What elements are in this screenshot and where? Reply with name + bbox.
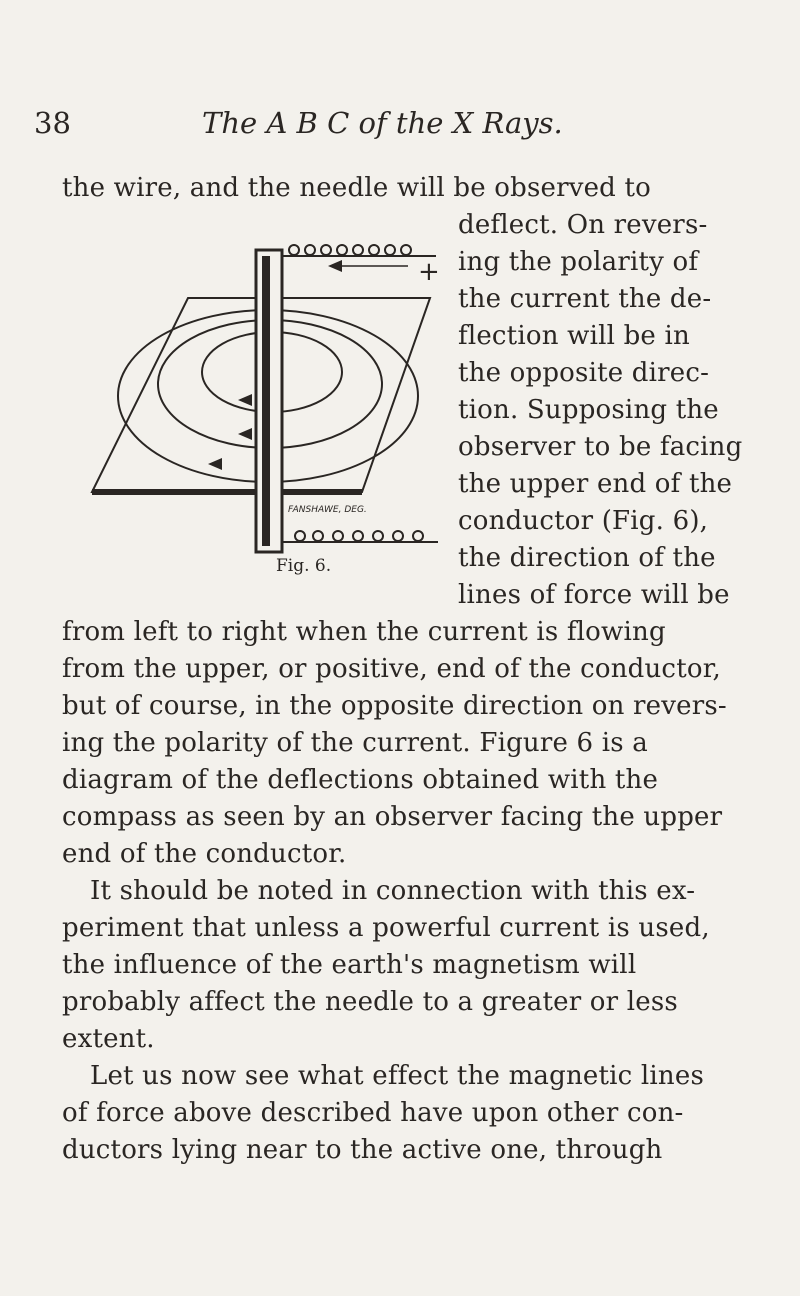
page-number: 38 [34,106,71,140]
text-line: the upper end of the [458,469,733,499]
magnetic-field-diagram [88,186,456,562]
text-line: It should be noted in connection with this ex- [90,876,696,906]
text-line: the opposite direc- [458,358,710,388]
text-line: the current the de- [458,284,712,314]
text-line: lines of force will be [458,580,730,610]
text-line: observer to be facing [458,432,743,462]
page-header [34,106,734,150]
lower-coil [295,531,423,541]
text-line: ing the polarity of [458,247,699,277]
upper-coil [289,245,411,255]
text-line: compass as seen by an observer facing the upper [62,802,723,832]
field-arrow [238,428,252,440]
text-line: ductors lying near to the active one, through [62,1135,663,1165]
text-line: from left to right when the current is flowing [62,617,666,647]
engraver-mark: FANSHAWE, DEG. [288,505,367,515]
text-line: end of the conductor. [62,839,347,869]
text-line: the influence of the earth's magnetism will [62,950,637,980]
field-arrow [208,458,222,470]
text-line: tion. Supposing the [458,395,719,425]
text-line: the direction of the [458,543,716,573]
text-line: extent. [62,1024,155,1054]
text-line: from the upper, or positive, end of the conductor, [62,654,721,684]
figure-6-diagram [88,186,456,562]
figure-caption: Fig. 6. [276,556,332,576]
text-line: the wire, and the needle will be observed to [62,173,651,203]
polarity-mark: + [418,257,440,287]
text-line: probably affect the needle to a greater or less [62,987,678,1017]
current-arrow-head [328,260,342,272]
text-line: of force above described have upon other con- [62,1098,684,1128]
conductor-shade [262,256,270,546]
text-line: ing the polarity of the current. Figure 6 is a [62,728,648,758]
text-line: deflect. On revers- [458,210,708,240]
text-line: conductor (Fig. 6), [458,506,709,536]
text-line: flection will be in [458,321,690,351]
text-line: Let us now see what effect the magnetic lines [90,1061,704,1091]
text-line: but of course, in the opposite direction on revers- [62,691,727,721]
text-line: diagram of the deflections obtained with the [62,765,659,795]
running-title: The A B C of the X Rays. [202,106,563,140]
text-line: periment that unless a powerful current is used, [62,913,710,943]
field-arrow [238,394,252,406]
